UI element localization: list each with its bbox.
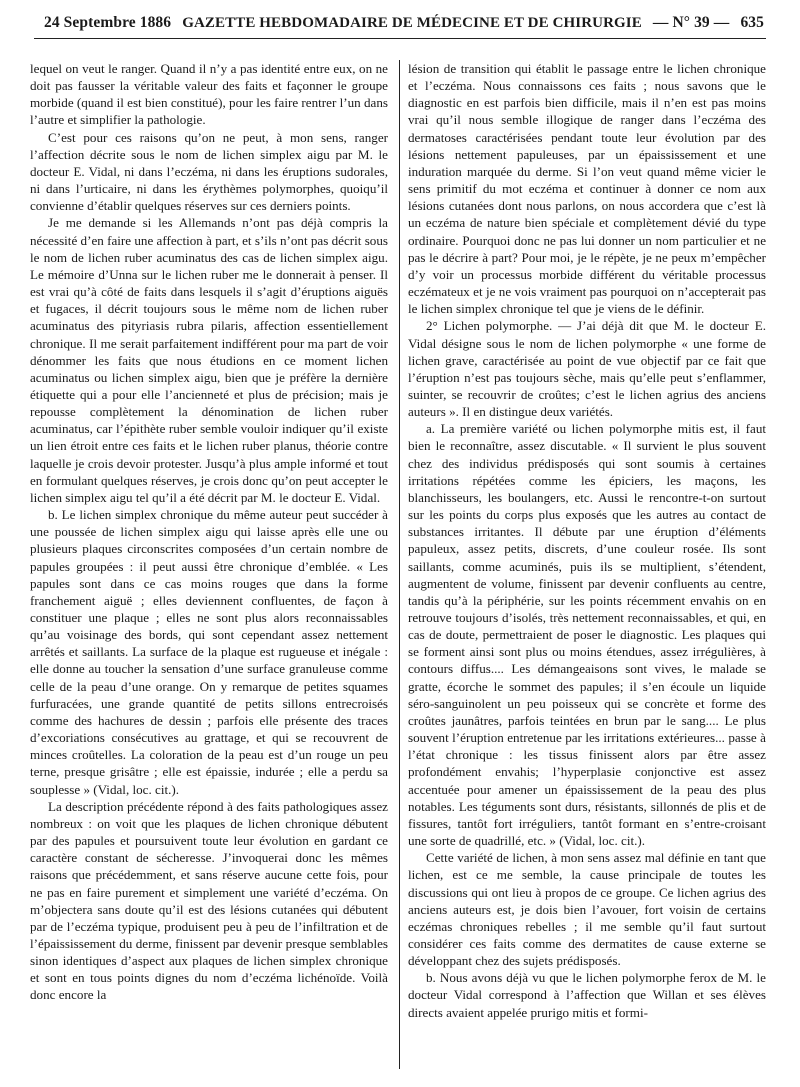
paragraph: b. Nous avons déjà vu que le lichen polymorphe ferox de M. le docteur Vidal correspond à l’affection que Willan et ses élèves directs avaient appelée prurigo mitis et formi- bbox=[408, 970, 766, 1020]
header-rule bbox=[34, 38, 766, 39]
paragraph: lequel on veut le ranger. Quand il n’y a pas identité entre eux, on ne doit pas fausser la véritable valeur des faits et façonner le groupe morbide (quand il est bien constitué), pour les faire rentrer l’un dans l’autre et simplifier la pathologie. bbox=[30, 61, 388, 128]
right-column bbox=[408, 60, 766, 1075]
column-divider bbox=[399, 60, 400, 1069]
paragraph: C’est pour ces raisons qu’on ne peut, à mon sens, ranger l’affection décrite sous le nom de lichen simplex aigu par M. le docteur E. Vidal, ni dans l’eczéma, ni dans les éruptions sudorales, ni dans l’urticaire, ni dans les érythèmes polymorphes, quoiqu’il convienne d’établir quelques réserves sur ces derniers points. bbox=[30, 129, 388, 214]
paragraph: Je me demande si les Allemands n’ont pas déjà compris la nécessité d’en faire une affection à part, et s’ils n’ont pas décrit sous le nom de lichen ruber acuminatus des cas de lichen simplex aigu. Le mémoire d’Unna sur le lichen ruber me le donnerait à penser. Il est vrai qu’à côté de faits dans lesquels il s’agit d’éruptions aiguës et fugaces, il décrit toujours sous le même nom de lichen ruber acuminatus des pityriasis rubra pilaris, affection essentiellement chronique. Il me serait parfaitement indifférent pour ma part de voir dénommer les faits que nous étudions en ce moment lichen acuminatus ou lichen simplex aigu, bien que je préfère la dernière étiquette qui a pour elle l’ancienneté et plus de précision; mais je repousse complètement la dénomination de lichen ruber acuminatus, car l’épithète ruber semble vouloir indiquer qu’il existe un lien étroit entre ces faits et le lichen ruber planus, théorie contre laquelle je crois devoir protester. Jusqu’à plus ample informé et tout en formulant quelques réserves, je crois donc qu’on peut accepter le lichen simplex aigu tel qu’il a été décrit par M. le docteur E. Vidal. bbox=[30, 215, 388, 505]
paragraph: Cette variété de lichen, à mon sens assez mal définie en tant que lichen, est ce me semble, la cause principale de toutes les discussions qui ont lieu à propos de ce groupe. Ce lichen agrius des anciens auteurs est, je dois bien l’avouer, fort voisin de certains eczémas chroniques rebelles ; il me semble qu’il faut surtout considérer ces faits comme des dermatites de cause externe se développant chez des sujets prédisposés. bbox=[408, 850, 766, 969]
paragraph: 2° Lichen polymorphe. — J’ai déjà dit que M. le docteur E. Vidal désigne sous le nom de lichen polymorphe « une forme de lichen grave, caractérisée au point de vue objectif par ce fait que l’éruption n’est pas toujours sèche, mais qu’elle peut s’enflammer, suinter, se recouvrir de croûtes; c’est le lichen agrius des anciens auteurs ». Il en distingue deux variétés. bbox=[408, 318, 766, 420]
paragraph: La description précédente répond à des faits pathologiques assez nombreux : on voit que les plaques de lichen chronique débutent par des papules et poursuivent toute leur évolution en gardant ce caractère constant de sécheresse. J’invoquerai donc les mêmes raisons que précédemment, et sans réserve aucune cette fois, pour ne pas en faire purement et simplement une variété d’eczéma. On m’objectera sans doute qu’il est des lésions cutanées qui débutent par de l’eczéma typique, produisent peu à peu de l’infiltration et de l’épaississement du derme, finissent par devenir presque semblables sinon identiques d’aspect aux plaques de lichen simplex chronique et sont en tous points dignes du nom d’eczéma lichénoïde. Voilà donc encore la bbox=[30, 798, 388, 1003]
left-column bbox=[30, 60, 388, 1075]
header-issue: — N° 39 — bbox=[652, 14, 730, 31]
paragraph: a. La première variété ou lichen polymorphe mitis est, il faut bien le reconnaître, assez discutable. « Il survient le plus souvent chez des individus prédisposés qui sont soumis à certaines irritations répétées comme les épiciers, les maçons, les blanchisseurs, les boulangers, etc. Aussi le rencontre-t-on surtout sur les points du corps plus exposés que les autres au contact de substances irritantes. Il débute par une éruption d’éléments papuleux, assez petits, discrets, d’une couleur rosée. Ils sont saillants, comme acuminés, puis ils se multiplient, s’étendent, augmentent de volume, finissent par devenir confluents au centre, tandis qu’à la périphérie, sur les points récemment envahis on en retrouve toujours d’isolés, très nettement reconnaissables, et qui, en cas de doute, permettraient de poser le diagnostic. Les plaques qui se forment ainsi sont plus ou moins étendues, assez irrégulières, à contours diffus.... Les démangeaisons sont vives, le malade se gratte, écorche le sommet des papules; il s’en écoule un liquide séro-sanguinolent un peu poisseux qui se concrète et forme des croûtes jaunâtres, parfois teintées en brun par le sang.... Le plus souvent l’éruption entretenue par les irritations extérieures... passe à l’état chronique : les tissus finissent alors par être assez profondément envahis; l’hyperplasie conjonctive est assez accentuée pour amener un épaississement de la peau des plus notables. Les téguments sont durs, résistants, sillonnés de plis et de fissures, tantôt fort irréguliers, tantôt formant en s’entre-croisant une sorte de quadrillé, etc. » (Vidal, loc. cit.). bbox=[408, 421, 766, 849]
header-date: 24 Septembre 1886 bbox=[44, 14, 172, 31]
paragraph: b. Le lichen simplex chronique du même auteur peut succéder à une poussée de lichen simplex aigu qui laisse après elle une ou plusieurs plaques circonscrites composées d’un certain nombre de papules groupées : il peut aussi être chronique d’emblée. « Les papules sont dans ce cas moins rouges que dans la forme franchement aiguë ; elles deviennent confluentes, de façon à constituer une plaque ; elles ne sont plus alors reconnaissables qu’au voisinage des bords, qui sont cependant assez nettement arrêtés et saillants. La surface de la plaque est rugueuse et inégale : elle donne au toucher la sensation d’une surface granuleuse comme celle de la peau d’une orange. On y remarque de petites squames furfuracées, une grande quantité de petits sillons entrecroisés comme des hachures de dessin ; parfois elle présente des traces d’excoriations consécutives au grattage, et qui se recouvrent de minces croûtelles. La coloration de la peau est d’un rouge un peu terne, presque grisâtre ; elle est épaissie, indurée ; elle a perdu sa souplesse » (Vidal, loc. cit.). bbox=[30, 507, 388, 797]
paragraph: lésion de transition qui établit le passage entre le lichen chronique et l’eczéma. Nous connaissons ces faits ; nous savons que le diagnostic en est parfois bien difficile, mais il n’en est pas moins vrai qu’il nous semble illogique de ranger dans l’eczéma des dermatoses caractérisées pendant toute leur évolution par des lésions nettement papuleuses, par un épaississement et une induration marquée du derme. Si l’on veut quand même vicier le sens primitif du mot eczéma et continuer à donner ce nom aux lésions cutanées dont nous parlons, on nous accordera que c’est là un eczéma de nature bien spéciale et complètement dévié du type ordinaire. Pourquoi donc ne pas lui donner un nom particulier et ne pas le décrire à part? Pour moi, je le répète, je ne peux m’empêcher d’y voir un processus morbide différent du véritable processus eczémateux et je ne vois vraiment pas pourquoi on n’accepterait pas le lichen simplex chronique tel que je viens de le définir. bbox=[408, 61, 766, 317]
page-header bbox=[44, 10, 764, 36]
header-title: GAZETTE HEBDOMADAIRE DE MÉDECINE ET DE CHIRURGIE bbox=[182, 14, 642, 31]
header-page-number: 635 bbox=[740, 14, 764, 31]
